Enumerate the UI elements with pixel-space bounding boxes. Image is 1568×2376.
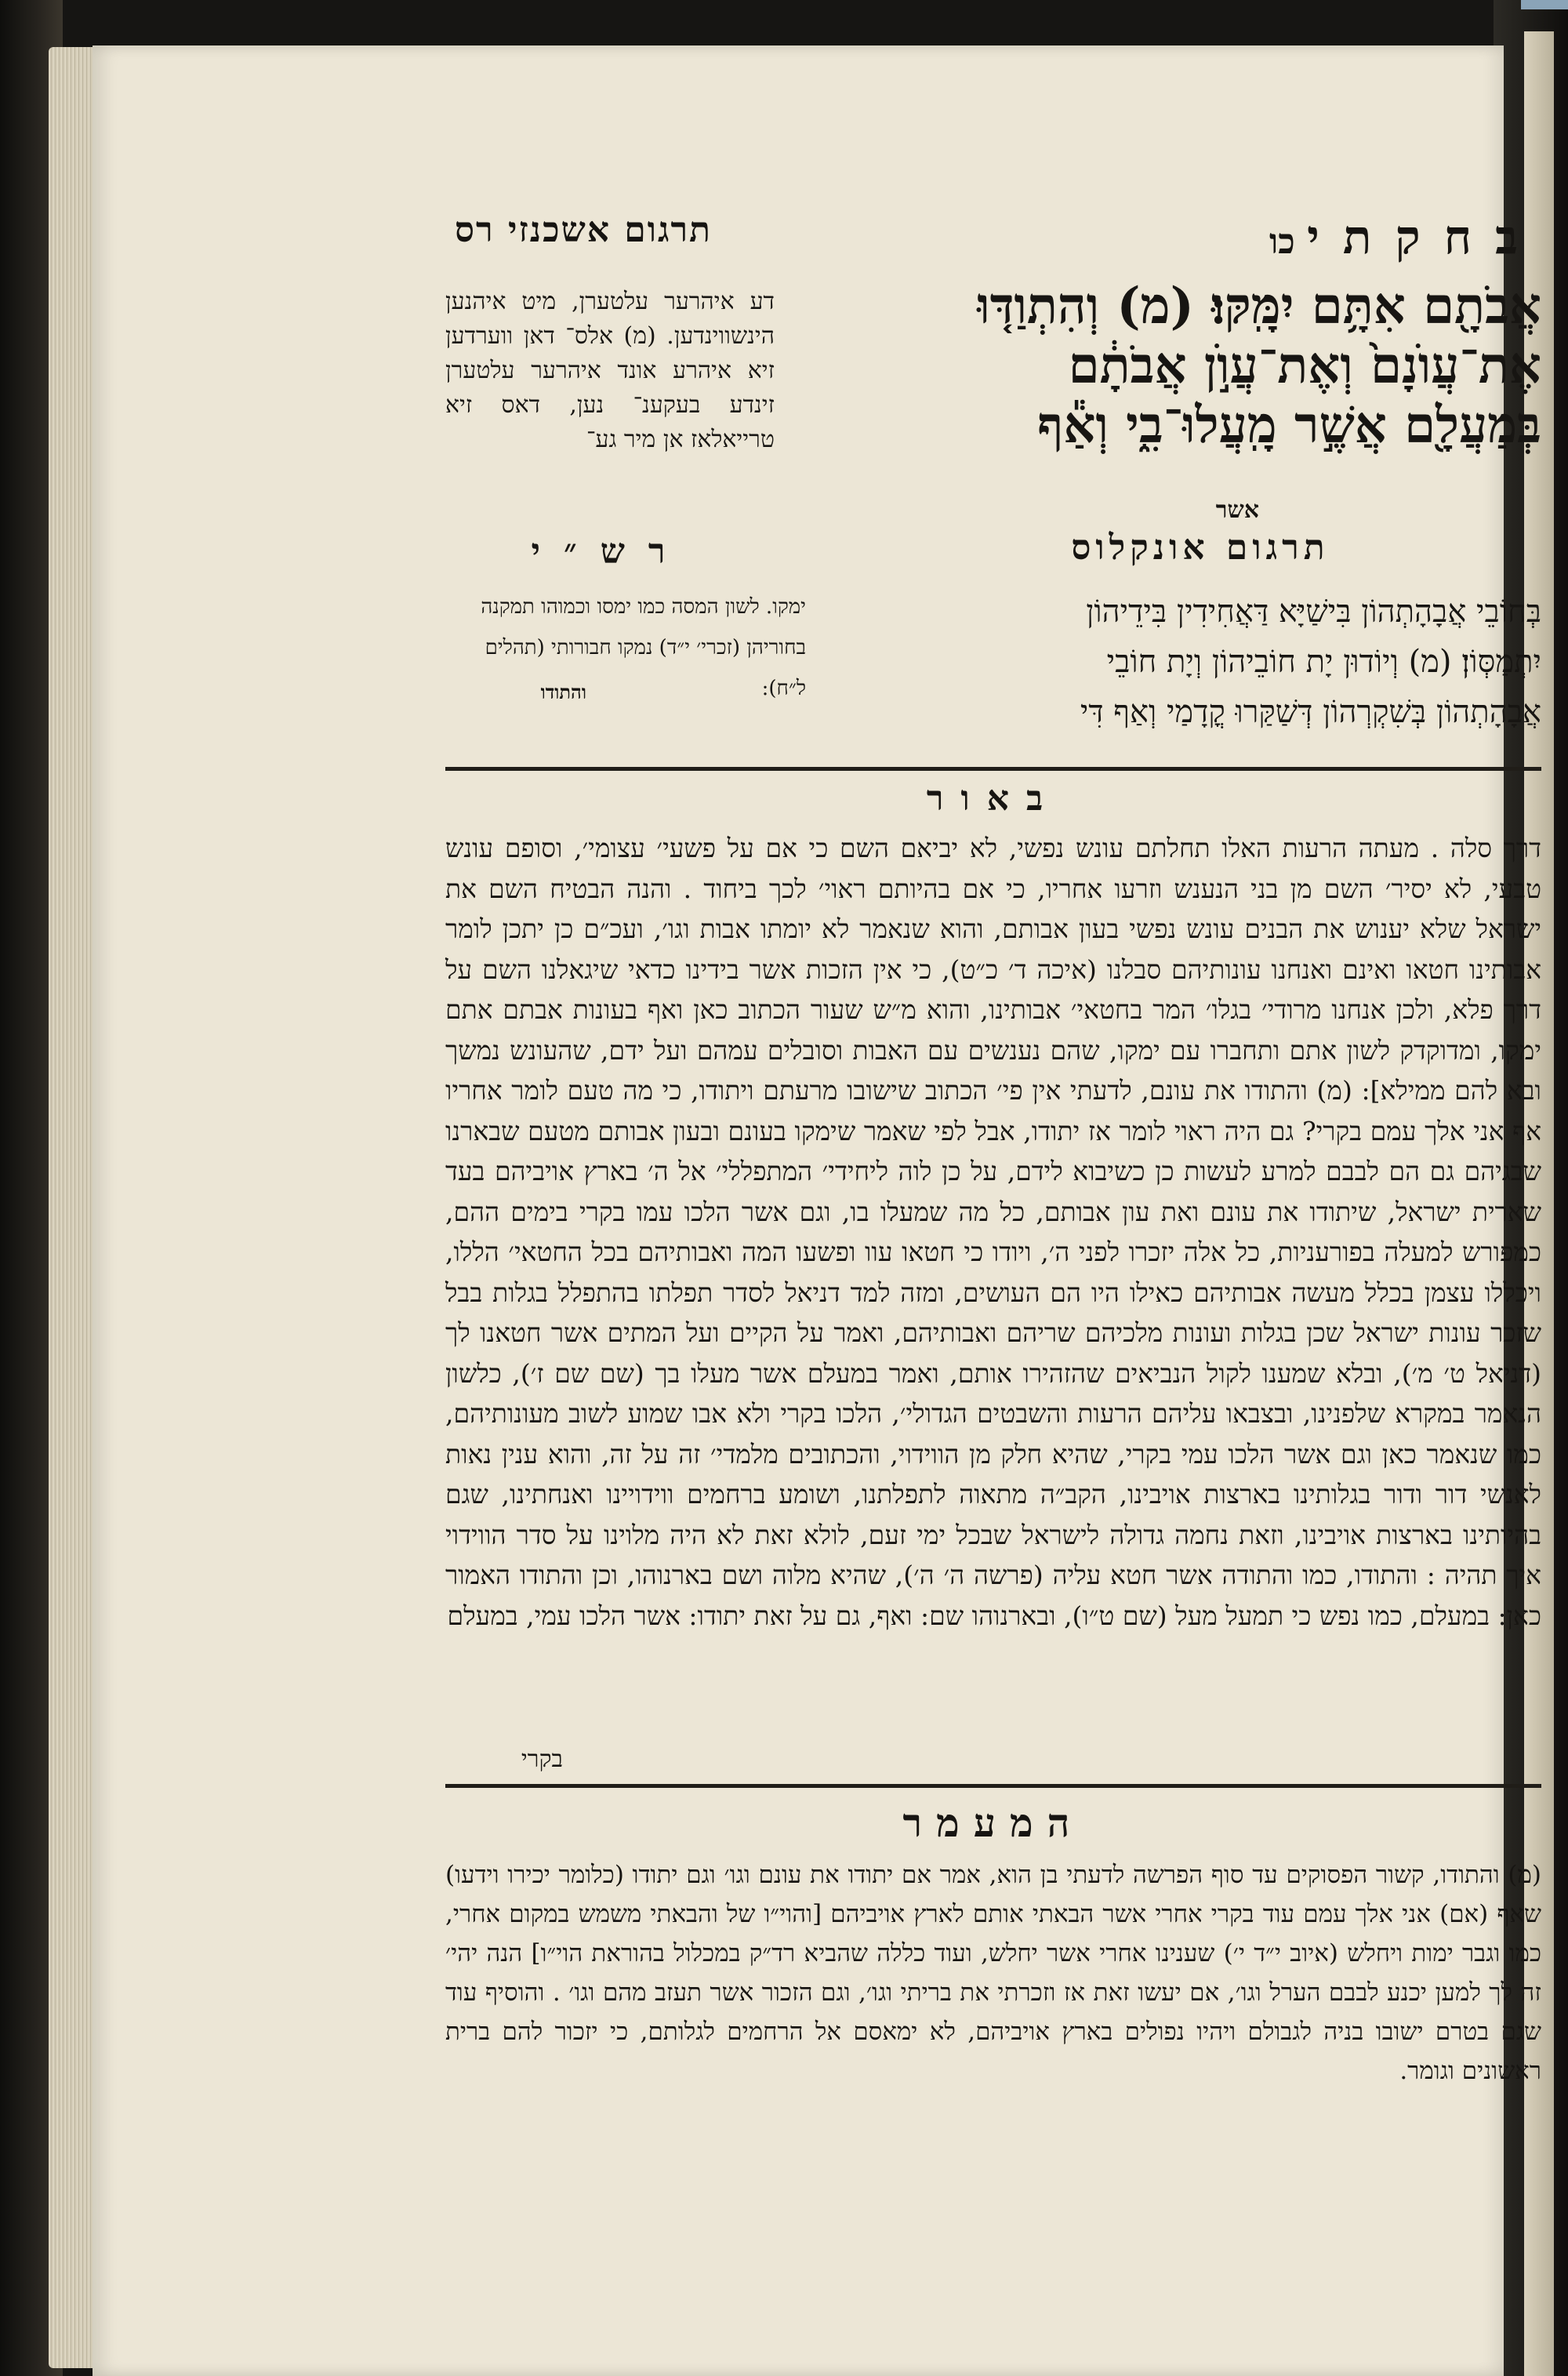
rashi-catchword: והתודו [540,681,586,703]
section-divider [445,767,1541,771]
onkelos-text [828,587,1541,737]
biur-text: דרך סלה . מעתה הרעות האלו תחלתם עונש נפשי, לא יביאם השם כי אם על פשעי׳ עצומי׳, וסופם עונש טבעי, לא יסיר׳ השם מן בני הנענש וזרעו אחריו, כי אם בהיותם ראוי׳ לכך ביחוד . והנה הבטיח השם את ישראל שלא יענוש את הבנים עונש נפשי בעון אבותם, והוא שנאמר לא יומתו אבות וגו׳, ועכ״ם כן יתכן לומר אבותינו חטאו ואינם ואנחנו עונותיהם סבלנו (איכה ד׳ כ״ט), כי אין הזכות אשר בידינו כדאי שיגאלנו השם על דרך פלא, ולכן אנחנו מרודי׳ בגלו׳ המר בחטאי׳ אבותינו, והוא מ״ש שעור הכתוב כאן ואף בעונות אבתם אתם ימקו, ומדוקדק לשון אתם ותחברו עם ימקו, שהם נענשים עם האבות וסובלים עמהם ועל ידם, שהעונש נמשך ובא להם ממילא]: (מ) והתודו את עונם, לדעתי אין פי׳ הכתוב שישובו מרעתם ויתודו, כי מה טעם לומר אחריו אף אני אלך עמם בקרי? גם היה ראוי לומר אז יתודו, אבל לפי שאמר שימקו בעונם ובעון אבותם מטעם שבארנו שבגיהם גם הם לבבם למרע לעשות כן כשיבוא לידם, על כן לוה ליחידי׳ המתפללי׳ אל ה׳ בארץ אויביהם בעד שארית ישראל, שיתודו את עונם ואת עון אבותם, כל מה שמעלו בו, וגם אשר הלכו עמו בקרי בימים ההם, כמפורש למעלה בפורעניות, כל אלה יזכרו לפני ה׳, ויודו כי חטאו עוו ופשעו המה ואבותיהם בכל החטאי׳ הללו, ויכללו עצמן בכלל מעשה אבותיהם כאילו היו הם העושים, ומזה למד דניאל לסדר תפלתו בהתפלל בגלות בבל שזכר עונות ישראל שכן בגלות ועונות מלכיהם שריהם ואבותיהם, ואמר על הקיים ועל המתים אשר חטאנו לך (דניאל ט׳ מ׳), ובלא שמענו לקול הנביאים שהזהירו אותם, ואמר במעלם אשר מעלו בך (שם שם ז׳), כלשון הנאמר במקרא שלפנינו, ובצבאו עליהם הרעות והשבטים הגדולי׳, הלכו בקרי ולא אבו שמוע לשוב מעונותיהם, כמו שנאמר כאן וגם אשר הלכו עמי בקרי, שהיא חלק מן הווידוי, והכתובים מלמדי׳ זה על זה, והוא ענין נאות לאנשי דור ודור בגלותינו בארצות אויבינו, הקב״ה מתאוה לתפלתנו, ושומע ברחמים ווידויינו ואנחתינו, שגם בהיותינו בארצות אויבינו, וזאת נחמה גדולה לישראל שבכל ימי זעם, לולא זאת לא היה מלוינו על סדר הווידוי איך תהיה : והתודו, כמו והתודה אשר חטא עליה (פרשה ה׳ ה׳), שהיא מלוה ושם בארנוהו, וכן והתודו האמור כאן: במעלם, כמו נפש כי תמעל מעל (שם ט״ו), ובארנוהו שם: ואף, גם על זאת יתודו: אשר הלכו עמי, במעלם [445,833,1542,1631]
rashi-title: רש״י [531,532,689,572]
verse-catchword: אשר [1215,496,1259,524]
section-divider [445,1784,1541,1788]
book-page [93,45,1542,2376]
rashi-text: ימקו. לשון המסה כמו ימסו וכמוהו תמקנה בחוריהן (זכרי׳ י״ד) נמקו חבורותי (תהלים ל״ח): [481,595,806,700]
verse-line: אֶת־עֲוֺנָם֙ וְאֶת־עֲוֺ֣ן אֲבֹתָ֔ם [1068,336,1541,395]
parasha-name: בחקתי [1307,210,1541,265]
measef-title: המעמר [902,1800,1084,1846]
biur-catchword: בקרי [521,1746,563,1773]
measef-text: (מ) והתודו, קשור הפסוקים עד סוף הפרשה לדעתי בן הוא, אמר אם יתודו את עונם וגו׳ וגם יתודו (כלומר יכירו וידעו) שאף (אם) אני אלך עמם עוד בקרי אחרי אשר הבאתי אותם לארץ אויביהם [והוי״ו של והבאתי משמש במקום אחרי, כמו וגבר ימות ויחלש (איוב י״ד י׳) שענינו אחרי אשר יחלש, ועוד כללה שהביא רד״ק במכלול בהוראת הוי״ו] הנה יהי׳ זה לך למען יכנע לבבם הערל וגו׳, אם יעשו זאת אז וזכרתי את בריתי וגו׳, וגם הזכור אשר תעזב מהם וגו׳ . והוסיף עוד שגם בטרם ישובו בניה לגבולם ויהיו נפולים בארץ אויביהם, לא ימאסם אל הרחמים לגלותם, כי יזכור להם ברית ראשונים וגומר. [445,1861,1541,2085]
german-translation: דע איהרער עלטערן, מיט איהנען הינשווינדען. (מ) אלס־ דאן ווערדען זיא איהרע אונד איהרער עלטערן זינדע בעקענ־ נען, דאס זיא טרייאלאז אן מיר גע־ [445,288,775,453]
bookmark-tab [1521,0,1568,9]
german-translation-heading: תרגום אשכנזי רס [455,210,712,250]
torah-verse [828,277,1541,456]
onkelos-line: אֲבָהָתְהוֹן בְּשִׁקְרְהוֹן דְּשַׁקַּרוּ קֳדָמַי וְאַף דִּי [1080,694,1541,730]
verse-line: אֲבֹתָ֖ם אִתָּ֥ם יִמָּֽקּוּ׃ (מ) וְהִתְוַדּ֤וּ [977,277,1541,336]
running-header [1033,210,1541,265]
verse-line: בְּמַעֲלָ֖ם אֲשֶׁ֣ר מָֽעֲלוּ־בִ֑י וְאַ֕ף [1037,396,1541,455]
biur-title: באור [926,779,1061,819]
onkelos-title: תרגום אונקלוס [1071,528,1330,568]
onkelos-line: יִתְמַסְּוֹן׃ (מ) וְיוֹדוּן יָת חוֹבֵיהוֹן וְיָת חוֹבֵי [1106,644,1541,680]
onkelos-line: בְּחוֹבֵי אֲבָהָתְהוֹן בִּישַׁיָּא דַּאֲחִידִין בִּידֵיהוֹן [1086,594,1541,630]
chapter-number: כו [1269,222,1295,262]
